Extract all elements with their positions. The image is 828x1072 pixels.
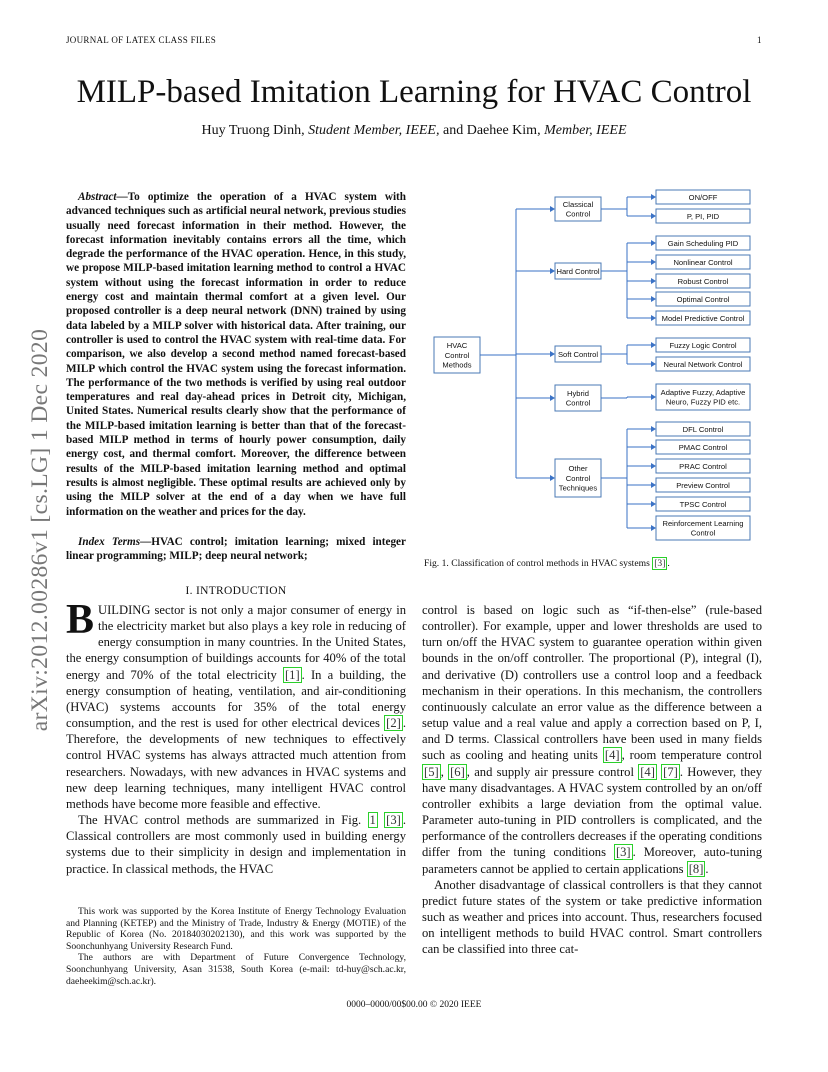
- page-number: 1: [757, 35, 762, 45]
- intro-paragraph-2: [66, 812, 406, 877]
- intro-text: ,: [440, 764, 449, 779]
- citation-link[interactable]: [4]: [640, 764, 655, 779]
- caption-text: Fig. 1. Classification of control methods in HVAC systems: [424, 558, 653, 569]
- category-node-label: Hybrid: [567, 389, 589, 398]
- section-heading: I. INTRODUCTION: [185, 585, 287, 597]
- abstract-text: —To optimize the operation of a HVAC system with advanced techniques such as artificial neural network, previous studies usually need forecast information in their method. However, the forecast information inevitably contains errors all the time, which degrade the performance of the HVAC operation. Hence, in this study, we propose MILP-based imitation learning method to control a HVAC system without using the forecast information in order to reduce energy cost and maintain thermal comfort at a given level. Our proposed controller is a deep neural network (DNN) trained by using data labeled by a MILP solver with historical data. After training, our controller is used to control the HVAC system with real-time data. For comparison, we also develop a second method named forecast-based MILP which control the HVAC system using the forecast information. The performance of the two methods is verified by using real outdoor temperatures and real day-ahead prices in Detroit city, Michigan, United States. Numerical results clearly show that the performance of the MILP-based imitation learning is better than that of the forecast-based MILP method in terms of hourly power consumption, daily energy cost, and thermal comfort. Moreover, the difference between results of the MILP-based imitation learning method and optimal results is almost negligible. These optimal results are achieved only by using the MILP solver at the end of a day when we have full information on the weather and prices for the day.: [66, 191, 406, 518]
- leaf-node-label: Optimal Control: [676, 294, 730, 304]
- journal-header: JOURNAL OF LATEX CLASS FILES: [66, 35, 217, 45]
- arrow-head: [550, 206, 555, 212]
- intro-paragraph-1: [66, 597, 406, 812]
- leaf-node-label: ON/OFF: [688, 192, 718, 202]
- intro-column-left: [66, 597, 406, 877]
- arrow-head: [651, 525, 656, 531]
- intro-text: . Moreover, auto-tuning parameters cannot be applied to certain applications: [422, 845, 762, 876]
- arxiv-identifier[interactable]: arXiv:2012.00286v1 [cs.LG] 1 Dec 2020: [27, 328, 53, 732]
- footnote: [66, 906, 406, 987]
- footnote-affiliation: The authors are with Department of Future Convergence Technology, Soonchunhyang University, Asan 31538, South Korea (e-mail: td-huy@sch.ac.kr, daeheekim@sch.ac.kr).: [66, 952, 406, 987]
- leaf-node-label: Model Predictive Control: [661, 313, 745, 323]
- root-node-label: Methods: [442, 360, 472, 370]
- arrow-head: [651, 482, 656, 488]
- control-methods-diagram: [422, 185, 762, 550]
- leaf-node-label: Control: [690, 528, 716, 538]
- arrow-head: [651, 444, 656, 450]
- citation-link[interactable]: [6]: [450, 764, 465, 779]
- leaf-node-label: Nonlinear Control: [673, 257, 733, 267]
- index-terms: [66, 535, 406, 564]
- intro-paragraph-3: [422, 602, 762, 877]
- citation-link[interactable]: [8]: [688, 861, 704, 876]
- intro-text: . However, they have many disadvantages. A HVAC system controlled by an on/off controller exhibits a large deviation from the optimal value. Parameter auto-tuning in PID controllers is complicated, and the performance of the controllers decreases if the operating conditions differ from the tuning conditions: [422, 764, 762, 860]
- leaf-node-label: Neural Network Control: [663, 359, 743, 369]
- figure-link[interactable]: 1: [369, 813, 376, 828]
- leaf-node-label: PRAC Control: [679, 461, 727, 471]
- category-node-label: Other: [568, 464, 588, 474]
- leaf-node-label: PMAC Control: [678, 442, 728, 452]
- intro-text: .: [705, 861, 709, 876]
- arrow-head: [651, 278, 656, 284]
- caption-text: .: [667, 558, 670, 569]
- leaf-node-label: DFL Control: [682, 424, 724, 434]
- index-terms-label: Index Terms: [78, 536, 141, 548]
- category-node-label: Soft Control: [557, 349, 599, 359]
- arrow-head: [651, 194, 656, 200]
- arrow-head: [651, 501, 656, 507]
- citation-link[interactable]: [3]: [654, 558, 666, 569]
- intro-text: . In a building, the energy consumption of heating, ventilation, and air-conditioning (HVAC) systems accounts for 35% of the total energy consumption, and the rest is used for other electrical devices: [66, 667, 406, 731]
- author-1: Huy Truong Dinh,: [201, 123, 309, 138]
- category-node-label: Classical: [562, 200, 594, 209]
- leaf-node-label: Preview Control: [676, 480, 730, 490]
- intro-text: . Classical controllers are most commonly used in building energy systems due to their simplicity in design and implementation in practice. In classical methods, the HVAC: [66, 813, 406, 876]
- leaf-node-label: Adaptive Fuzzy, Adaptive: [660, 388, 746, 397]
- category-node-label: Control: [565, 209, 591, 219]
- intro-text: , and supply air pressure control: [466, 764, 639, 779]
- arrow-head: [651, 463, 656, 469]
- arrow-head: [651, 315, 656, 321]
- leaf-node-label: Gain Scheduling PID: [667, 238, 739, 248]
- drop-cap: B: [66, 597, 95, 643]
- arrow-head: [550, 475, 555, 481]
- paper-title: MILP-based Imitation Learning for HVAC Control: [76, 74, 752, 110]
- root-node-label: Control: [444, 350, 470, 360]
- leaf-node-label: Reinforcement Learning: [662, 519, 744, 528]
- citation-link[interactable]: [3]: [615, 845, 631, 860]
- arrow-head: [550, 351, 555, 357]
- copyright-footer: 0000–0000/00$00.00 © 2020 IEEE: [346, 1000, 482, 1010]
- intro-text: , room temperature control: [621, 748, 762, 763]
- arrow-head: [550, 395, 555, 401]
- leaf-node-label: Robust Control: [677, 276, 729, 286]
- abstract-label: Abstract: [78, 191, 117, 203]
- author-2-role: Member, IEEE: [544, 123, 627, 138]
- citation-link[interactable]: [4]: [604, 748, 620, 763]
- arrow-head: [651, 213, 656, 219]
- intro-text: The HVAC control methods are summarized in Fig.: [78, 813, 368, 828]
- category-node-label: Hard Control: [556, 266, 600, 276]
- author-2: and Daehee Kim,: [439, 123, 545, 138]
- abstract: [66, 190, 406, 519]
- arrow-head: [550, 268, 555, 274]
- author-line: [0, 123, 828, 139]
- intro-text: UILDING sector is not only a major consumer of energy in the electricity market but also plays a key role in reducing of energy consumption in many countries. In the United States, the energy consumption of buildings accounts for 40% of the total energy and 70% of the total electricity: [66, 603, 406, 682]
- citation-link[interactable]: [2]: [386, 716, 401, 731]
- category-node-label: Control: [565, 398, 591, 408]
- leaf-node-label: Neuro, Fuzzy PID etc.: [665, 397, 741, 407]
- intro-paragraph-4: Another disadvantage of classical controllers is that they cannot predict future states of the system or take predictive information such as weather and prices into account. Thus, researchers focused on intelligent methods to build HVAC control. Smart controllers can be classified into three cat-: [422, 877, 762, 957]
- citation-link[interactable]: [3]: [386, 813, 401, 828]
- leaf-node-label: Fuzzy Logic Control: [669, 340, 737, 350]
- author-1-role: Student Member, IEEE,: [308, 123, 440, 138]
- arrow-head: [651, 342, 656, 348]
- leaf-node-label: TPSC Control: [679, 499, 727, 509]
- category-node-label: Techniques: [558, 483, 598, 493]
- citation-link[interactable]: [7]: [663, 764, 678, 779]
- citation-link[interactable]: [1]: [284, 667, 300, 682]
- arrow-head: [651, 240, 656, 246]
- arrow-head: [651, 296, 656, 302]
- arrow-head: [651, 394, 656, 400]
- figure-caption: [424, 558, 670, 569]
- intro-column-right: [422, 602, 762, 957]
- intro-text: . Therefore, the developments of new techniques to effectively control HVAC systems has always attracted much attention from researchers. Nowadays, with new advances in HVAC systems and new deep learning techniques, many intelligent HVAC control methods have become more feasible and effective.: [66, 716, 406, 811]
- arrow-head: [651, 426, 656, 432]
- root-node-label: HVAC: [446, 341, 468, 351]
- arrow-head: [651, 259, 656, 265]
- citation-link[interactable]: [5]: [424, 764, 439, 779]
- intro-text: control is based on logic such as “if-then-else” (rule-based controller). For example, upper and lower thresholds are used to turn on/off the HVAC system to guarantee operation within given bounds in the on/off controller. The proportional (P), integral (I), and derivative (D) controllers use a control loop and a feedback mechanism in their operations. In this mechanism, the controllers continuously calculate an error value as the difference between a setup value and a real value and apply a correction based on P, I, and D terms. Classical controllers have been used in many fields such as cooling and heating units: [422, 603, 762, 763]
- footnote-funding: This work was supported by the Korea Institute of Energy Technology Evaluation and Planning (KETEP) and the Ministry of Trade, Industry & Energy (MOTIE) of the Republic of Korea (No. 20184030202130), and this work was supported by the Soonchunhyang University Research Fund.: [66, 906, 406, 952]
- arrow-head: [651, 361, 656, 367]
- category-node-label: Control: [565, 473, 591, 483]
- index-terms-text: —HVAC control; imitation learning; mixed integer linear programming; MILP; deep neural network;: [66, 536, 406, 563]
- leaf-node-label: P, PI, PID: [686, 211, 720, 221]
